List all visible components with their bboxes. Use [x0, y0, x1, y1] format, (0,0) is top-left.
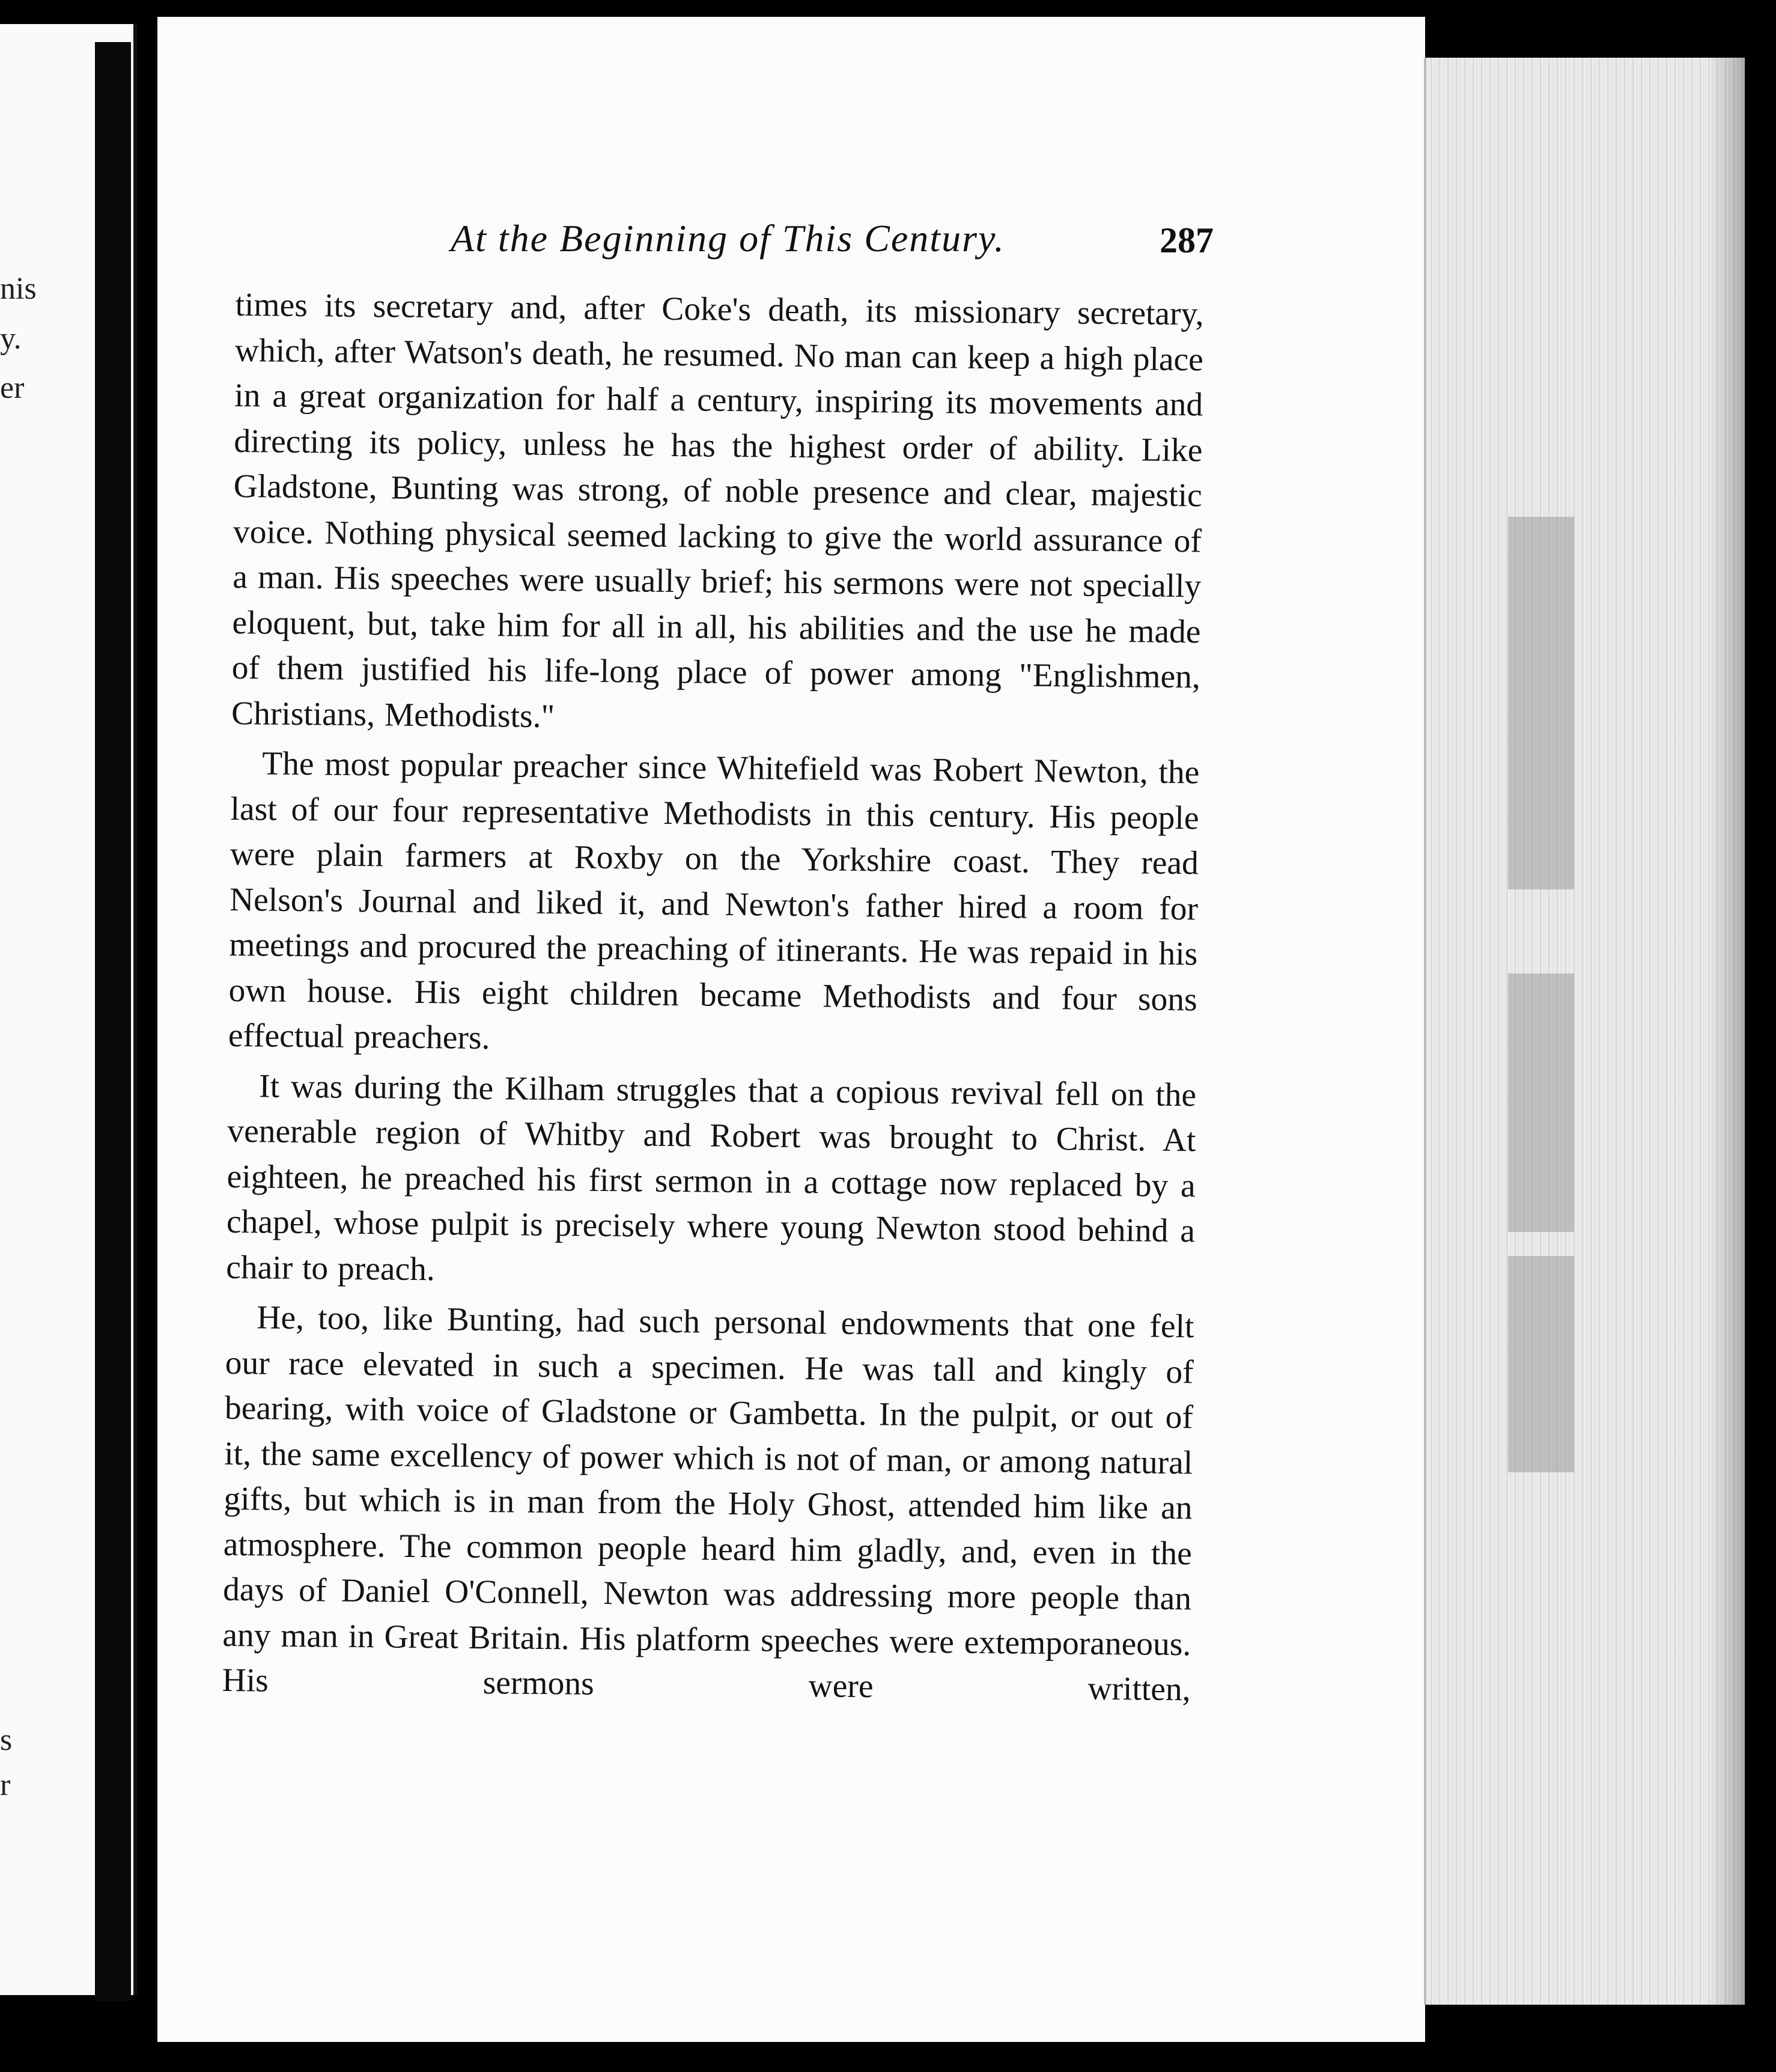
library-stamp-mark — [1508, 1256, 1574, 1472]
page-edges — [1424, 58, 1745, 2005]
left-page-fragment: y. — [0, 321, 22, 356]
book-gutter — [95, 42, 131, 2001]
library-stamp-mark — [1508, 517, 1574, 889]
page-number: 287 — [1160, 221, 1214, 260]
running-header: At the Beginning of This Century. — [451, 217, 1005, 260]
left-page-fragment: er — [0, 371, 25, 405]
paragraph: The most popular preacher since Whitefield was Robert Newton, the last of our four representative Methodists in this century. His people were plain farmers at Roxby on the Yorkshire coast. They read Nelson's Journal and liked it, and Newton's father hired a room for meetings and procured the preaching of itinerants. He was repaid in his own house. His eight children became Methodists and four sons effectual preachers. — [228, 745, 1200, 1057]
left-page-fragment: nis — [0, 272, 37, 306]
left-page-fragment: s — [0, 1723, 13, 1757]
left-page-fragment: r — [0, 1768, 11, 1802]
body-text — [222, 282, 1204, 1717]
library-stamp-mark — [1508, 974, 1574, 1232]
page-edge-shadow — [1709, 58, 1745, 2005]
paragraph: It was during the Kilham struggles that a copious revival fell on the venerable region of Whitby and Robert was brought to Christ. At eighteen, he preached his first sermon in a cottage now replaced by a chapel, whose pulpit is precisely where young Newton stood behind a chair to preach. — [225, 1067, 1197, 1288]
paragraph: He, too, like Bunting, had such personal endowments that one felt our race elevated in such a specimen. He was tall and kingly of bearing, with voice of Gladstone or Gambetta. In the pulpit, or out of it, the same excellency of power which is not of man, or among natural gifts, but which is in man from the Holy Ghost, attended him like an atmosphere. The common people heard him gladly, and, even in the days of Daniel O'Connell, Newton was addressing more people than any man in Great Britain. His platform speeches were extemporaneous. His sermons were written, — [222, 1299, 1194, 1708]
paragraph: times its secretary and, after Coke's death, its missionary secretary, which, after Watson's death, he resumed. No man can keep a high place in a great organization for half a century, inspiring its movements and directing its policy, unless he has the highest order of ability. Like Gladstone, Bunting was strong, of noble presence and clear, majestic voice. Nothing physical seemed lacking to give the world assurance of a man. His speeches were usually brief; his sermons were not specially eloquent, but, take him for all in all, his abilities and the use he made of them justified his life-long place of power among "Englishmen, Christians, Methodists." — [231, 286, 1204, 735]
